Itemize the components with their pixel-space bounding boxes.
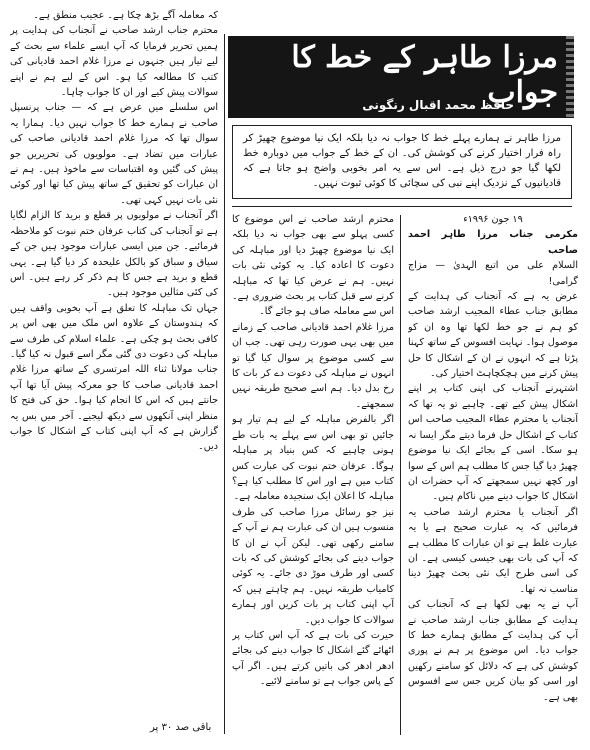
column-rule-left xyxy=(224,34,225,734)
letter-date: ۱۹ جون ۱۹۹۶ء xyxy=(463,214,523,225)
column-right xyxy=(408,212,578,742)
letter-greeting: السلام علی من اتبع الہدیٰ — مزاج گرامی! xyxy=(408,260,578,287)
column-left xyxy=(10,8,218,718)
paragraph: محترم ارشد صاحب نے اس موضوع کا کسی پہلو سے بھی جواب نہ دیا بلکہ ایک نیا موضوع چھیڑ دیا اور مباہلہ کی دعوت کا اعادہ کیا۔ یہ کوئی نئی بات نہیں۔ ہم نے عرض کیا تھا کہ مباہلہ کرنے سے قبل کتاب پر بحث ضروری ہے۔ اس سے معاملہ صاف ہو جائے گا۔ xyxy=(232,214,394,318)
paragraph: اشتہرنے آنجناب کی اپنی کتاب پر اپنے اشکال پیش کیے تھے۔ چاہیے تو یہ تھا کہ آنجناب یا محترم عطاء المجیب صاحب اس کتاب کے اشکال حل فرما دیتے مگر ایسا نہ ہو سکا۔ اسی کے بجائے ایک نیا موضوع چھیڑ دیا گیا جس کا مطلب ہم اس کے سوا اور کچھ نہیں سمجھتے کہ آپ حضرات ان اشکال کا جواب دینے میں ناکام ہیں۔ xyxy=(408,383,578,503)
paragraph: اگر بالفرض مباہلہ کے لیے ہم تیار ہو جائیں تو بھی اس سے پہلے یہ بات طے ہونی چاہیے کہ کس بنیاد پر مباہلہ ہوگا۔ عرفان ختم نبوت کی عبارت کس کتاب میں ہے اور اس کا مطلب کیا ہے؟ مباہلہ کا اعلان ایک سنجیدہ معاملہ ہے۔ xyxy=(232,414,394,503)
paragraph: کہ معاملہ آگے بڑھ چکا ہے۔ عجیب منطق ہے۔ xyxy=(33,10,218,21)
paragraph: عرض یہ ہے کہ آنجناب کی ہدایت کے مطابق جناب عطاء المجیب ارشد صاحب کو ہم نے جو خط لکھا تھا وہ ان کو موصول ہوا۔ نہایت افسوس کے ساتھ کہنا پڑتا ہے کہ انہوں نے ان کے اشکال کا حل پیش کرنے میں ہچکچاہٹ اختیار کی۔ xyxy=(408,291,578,380)
paragraph: آپ نے یہ بھی لکھا ہے کہ آنجناب کی ہدایت کے مطابق جناب ارشد صاحب نے آپ کی ہدایت کے مطابق ہمارے خط کا جواب دیا۔ اس موضوع پر ہم نے پوری کوشش کی ہے کہ دلائل کو سامنے رکھیں اور اسی کو بیان کریں جس سے افسوس بھی ہے۔ xyxy=(408,599,578,703)
paragraph: حیرت کی بات ہے کہ آپ اس کتاب پر اٹھائے گئے اشکال کا جواب دینے کی بجائے ادھر ادھر کی باتیں کرتے ہیں۔ اگر آپ کے پاس جواب ہے تو سامنے لائیے۔ xyxy=(232,629,394,688)
paragraph: مرزا غلام احمد قادیانی صاحب کے زمانے میں بھی یہی صورت رہی تھی۔ جب ان سے کسی موضوع پر سوال کیا گیا تو انہوں نے مباہلہ کی دعوت دے کر بات کا رخ بدل دیا۔ ہم اسے صحیح طریقہ نہیں سمجھتے۔ xyxy=(232,321,394,410)
paragraph: جہاں تک مباہلہ کا تعلق ہے آپ بخوبی واقف ہیں کہ ہندوستان کے علاوہ اس ملک میں بھی اس پر کافی بحث ہو چکی ہے۔ علماء اسلام کی طرف سے مباہلہ کی دعوت دی گئی مگر اسے قبول نہ کیا گیا۔ جناب مولانا ثناء اللہ امرتسری کے ساتھ مرزا غلام احمد قادیانی صاحب کا جو معرکہ پیش آیا تھا آپ جانتے ہیں کہ اس کا انجام کیا ہوا۔ حق کی فتح کا منظر اپنی آنکھوں سے دیکھ لیجیے۔ آخر میں بس یہ گزارش ہے کہ آپ اپنی کتاب کے اشکال کا جواب دیں۔ xyxy=(10,302,218,453)
article-byline: حافظ محمد اقبال رنگونی xyxy=(362,98,514,112)
paragraph: اس سلسلے میں عرض ہے کہ — جناب پرنسپل صاحب نے ہمارے خط کا جواب نہیں دیا۔ ہمارا یہ سوال تھا کہ مرزا غلام احمد قادیانی صاحب کی عبارات میں تضاد ہے۔ مولویوں کی تحریریں جو پیش کی گئیں وہ اقتباسات سے ماخوذ ہیں۔ ہم نے ان عبارات کو تحقیق کے ساتھ پیش کیا تھا اور کوئی نئی بات نہیں کہی تھی۔ xyxy=(10,102,218,206)
paragraph: اگر آنجناب نے مولویوں پر قطع و برید کا الزام لگایا ہے تو آنجناب کی کتاب عرفان ختم نبوت کو ملاحظہ فرمائیے۔ جن میں ایسی عبارات موجود ہیں جن کے سیاق و سباق کو بالکل علیحدہ کر دیا گیا ہے۔ یہی قطع و برید ہے جس کا ہم ذکر کر رہے ہیں۔ اس کی کئی مثالیں موجود ہیں۔ xyxy=(10,210,218,299)
horizontal-rule xyxy=(232,206,572,207)
decorative-strip xyxy=(566,36,574,118)
paragraph: محترم جناب ارشد صاحب نے آنجناب کی ہدایت پر ہمیں تحریر فرمایا کہ آپ ایسے علماء سے بحث کے لیے تیار ہیں جنہوں نے مرزا غلام احمد قادیانی کی کتب کا مطالعہ کیا ہو۔ اس کے لیے ہم نے اپنے سوالات پیش کیے اور ان کا جواب چاہا۔ xyxy=(10,25,218,99)
paragraph: اگر آنجناب یا محترم ارشد صاحب یہ فرمائیں کہ یہ عبارت صحیح ہے یا یہ عبارت غلط ہے تو ان عبارات کا مطلب ہے کہ آپ کی بات بھی جیسی کیسی ہے۔ ان کی اسی طرح ایک نئی بحث چھیڑ دینا مناسب نہ تھا۔ xyxy=(408,506,578,595)
article-title-banner xyxy=(228,36,574,118)
article-intro-box: مرزا طاہر نے ہمارے پہلے خط کا جواب نہ دیا بلکہ ایک نیا موضوع چھیڑ کر راہ فرار اختیار کرنے کی کوشش کی۔ ان کے خط کے جواب میں دوبارہ خط لکھا گیا جو درج ذیل ہے۔ اس سے یہ امر بخوبی واضح ہو جاتا ہے کہ قادیانیوں کے نزدیک اپنے نبی کی سچائی کا کوئی ثبوت نہیں۔ xyxy=(232,125,572,199)
paragraph: نیز جو رسائل مرزا صاحب کی طرف منسوب ہیں ان کی عبارت ہم نے آپ کے سامنے رکھی تھی۔ لیکن آپ نے ان کا جواب دینے کی بجائے کوشش کی کہ بات کسی اور طرف موڑ دی جائے۔ یہ کوئی کامیاب طریقہ نہیں۔ ہم چاہتے ہیں کہ آپ اپنی کتاب پر بات کریں اور ہمارے سوالات کا جواب دیں۔ xyxy=(232,506,394,626)
column-middle xyxy=(232,212,394,742)
article-title: مرزا طاہر کے خط کا جواب xyxy=(291,40,558,110)
letter-salutation: مکرمی جناب مرزا طاہر احمد صاحب xyxy=(408,229,578,256)
column-rule-right xyxy=(400,215,401,735)
continued-marker: باقی صد ۳۰ پر xyxy=(150,722,212,733)
